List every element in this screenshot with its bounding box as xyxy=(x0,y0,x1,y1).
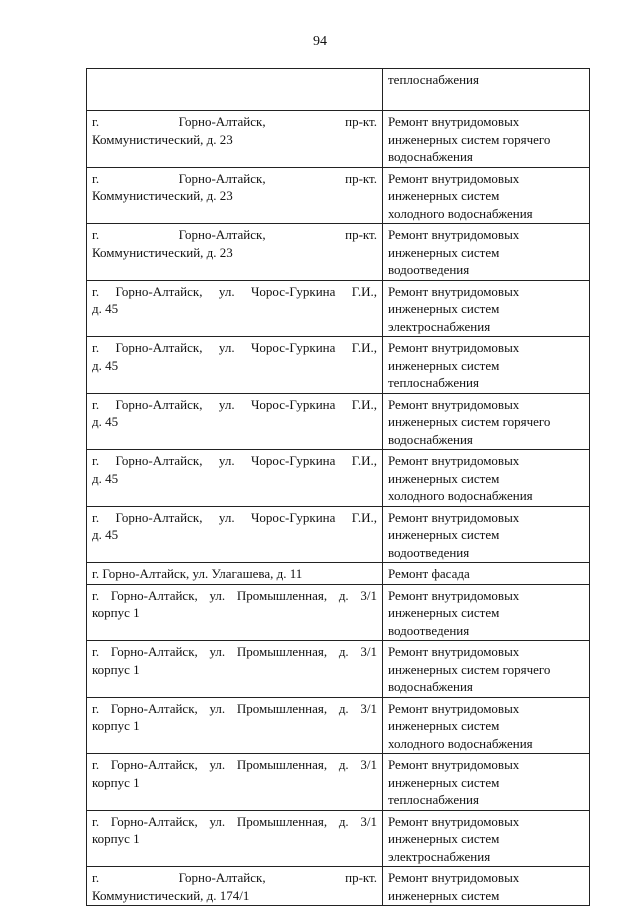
address-line: г. Горно-Алтайск, пр-кт. xyxy=(92,170,377,186)
address-cell xyxy=(87,563,383,585)
work-type-line: Ремонт внутридомовых xyxy=(388,283,520,299)
work-type-cell xyxy=(383,867,590,906)
work-type-cell xyxy=(383,697,590,754)
work-type-line: инженерных систем xyxy=(388,301,500,316)
work-type-line: Ремонт фасада xyxy=(388,566,470,581)
work-type-line: холодного водоснабжения xyxy=(388,205,533,221)
table-row xyxy=(87,810,590,867)
work-type-line: электроснабжения xyxy=(388,848,491,864)
table-row xyxy=(87,754,590,811)
address-cell xyxy=(87,337,383,394)
address-line: д. 45 xyxy=(92,527,119,542)
work-type-line: водоснабжения xyxy=(388,149,473,164)
work-type-cell xyxy=(383,167,590,224)
work-type-line: Ремонт внутридомовых xyxy=(388,700,520,716)
work-type-cell xyxy=(383,111,590,168)
table-row xyxy=(87,111,590,168)
table-row xyxy=(87,641,590,698)
address-cell xyxy=(87,697,383,754)
work-type-line: Ремонт внутридомовых xyxy=(388,509,520,525)
address-line: г. Горно-Алтайск, пр-кт. xyxy=(92,227,377,242)
work-type-line: инженерных систем xyxy=(388,527,500,542)
address-cell xyxy=(87,280,383,337)
work-type-line: инженерных систем xyxy=(388,188,500,203)
work-type-cell xyxy=(383,506,590,563)
work-type-line: водоснабжения xyxy=(388,679,473,694)
page-number: 94 xyxy=(313,34,327,49)
address-line: корпус 1 xyxy=(92,774,140,790)
work-type-line: водоотведения xyxy=(388,262,470,277)
work-type-line: холодного водоснабжения xyxy=(388,488,533,503)
work-type-line: Ремонт внутридомовых xyxy=(388,644,520,659)
work-type-line: инженерных систем горячего xyxy=(388,131,551,147)
work-type-line: инженерных систем xyxy=(388,244,500,260)
address-cell xyxy=(87,584,383,641)
work-type-cell xyxy=(383,584,590,641)
work-type-line: Ремонт внутридомовых xyxy=(388,587,520,603)
address-line: г. Горно-Алтайск, ул. Промышленная, д. 3/1 xyxy=(92,813,377,829)
table-body xyxy=(87,69,590,906)
work-type-cell xyxy=(383,810,590,867)
work-type-line: Ремонт внутридомовых xyxy=(388,813,520,829)
address-line: Коммунистический, д. 23 xyxy=(92,188,233,203)
work-type-line: теплоснабжения xyxy=(388,792,479,807)
address-line: д. 45 xyxy=(92,470,119,486)
table-row xyxy=(87,450,590,507)
address-line: г. Горно-Алтайск, ул. Чорос-Гуркина Г.И., xyxy=(92,340,377,355)
work-type-line: инженерных систем xyxy=(388,357,500,373)
work-type-cell xyxy=(383,754,590,811)
work-type-line: Ремонт внутридомовых xyxy=(388,757,520,772)
address-line: д. 45 xyxy=(92,301,119,316)
address-line: Коммунистический, д. 23 xyxy=(92,244,233,260)
work-type-line: теплоснабжения xyxy=(388,72,479,87)
work-type-line: Ремонт внутридомовых xyxy=(388,227,520,242)
work-type-line: инженерных систем xyxy=(388,470,500,486)
work-type-line: холодного водоснабжения xyxy=(388,735,533,751)
address-line xyxy=(92,71,377,89)
address-cell xyxy=(87,69,383,111)
address-line: г. Горно-Алтайск, пр-кт. xyxy=(92,114,377,129)
address-cell xyxy=(87,810,383,867)
work-type-line: Ремонт внутридомовых xyxy=(388,114,520,129)
repair-schedule-table xyxy=(86,68,590,906)
address-line: г. Горно-Алтайск, ул. Промышленная, д. 3/1 xyxy=(92,757,377,772)
table-row xyxy=(87,69,590,111)
address-line: корпус 1 xyxy=(92,718,140,733)
work-type-line: инженерных систем xyxy=(388,831,500,846)
table-row xyxy=(87,224,590,281)
table-row xyxy=(87,337,590,394)
table-row xyxy=(87,563,590,585)
address-line: г. Горно-Алтайск, пр-кт. xyxy=(92,870,377,885)
address-cell xyxy=(87,867,383,906)
work-type-line: инженерных систем xyxy=(388,718,500,733)
address-cell xyxy=(87,224,383,281)
address-line: Коммунистический, д. 23 xyxy=(92,131,233,147)
table-row xyxy=(87,393,590,450)
table-row xyxy=(87,697,590,754)
work-type-line: инженерных систем горячего xyxy=(388,661,551,677)
work-type-line: Ремонт внутридомовых xyxy=(388,870,520,885)
address-line xyxy=(92,89,377,107)
table-row xyxy=(87,584,590,641)
address-cell xyxy=(87,754,383,811)
address-line: корпус 1 xyxy=(92,831,140,846)
address-line: д. 45 xyxy=(92,414,119,429)
address-line: г. Горно-Алтайск, ул. Чорос-Гуркина Г.И., xyxy=(92,396,377,412)
work-type-line: инженерных систем горячего xyxy=(388,414,551,429)
work-type-line: водоснабжения xyxy=(388,431,473,447)
address-line: корпус 1 xyxy=(92,661,140,677)
work-type-line: инженерных систем xyxy=(388,774,500,790)
work-type-cell xyxy=(383,337,590,394)
address-line: г. Горно-Алтайск, ул. Промышленная, д. 3/1 xyxy=(92,587,377,603)
table-row xyxy=(87,506,590,563)
work-type-cell xyxy=(383,280,590,337)
work-type-line: инженерных систем xyxy=(388,605,500,620)
address-cell xyxy=(87,641,383,698)
address-cell xyxy=(87,167,383,224)
work-type-line: водоотведения xyxy=(388,622,470,638)
work-type-line: Ремонт внутридомовых xyxy=(388,170,520,186)
address-cell xyxy=(87,393,383,450)
address-cell xyxy=(87,111,383,168)
address-line: г. Горно-Алтайск, ул. Чорос-Гуркина Г.И., xyxy=(92,509,377,525)
address-line: г. Горно-Алтайск, ул. Улагашева, д. 11 xyxy=(92,566,303,581)
work-type-line: инженерных систем xyxy=(388,887,500,903)
address-line: д. 45 xyxy=(92,357,119,373)
work-type-cell xyxy=(383,224,590,281)
address-line: г. Горно-Алтайск, ул. Чорос-Гуркина Г.И., xyxy=(92,283,377,299)
table-row xyxy=(87,867,590,906)
work-type-line: теплоснабжения xyxy=(388,375,479,390)
work-type-cell xyxy=(383,450,590,507)
address-line: корпус 1 xyxy=(92,605,140,620)
address-cell xyxy=(87,506,383,563)
work-type-line: Ремонт внутридомовых xyxy=(388,340,520,355)
work-type-line: Ремонт внутридомовых xyxy=(388,396,520,412)
work-type-cell xyxy=(383,563,590,585)
table-row xyxy=(87,280,590,337)
address-line: Коммунистический, д. 174/1 xyxy=(92,887,250,903)
work-type-cell xyxy=(383,69,590,111)
address-line: г. Горно-Алтайск, ул. Промышленная, д. 3/1 xyxy=(92,644,377,659)
address-line: г. Горно-Алтайск, ул. Чорос-Гуркина Г.И., xyxy=(92,453,377,468)
work-type-cell xyxy=(383,393,590,450)
work-type-cell xyxy=(383,641,590,698)
work-type-line: электроснабжения xyxy=(388,318,491,334)
address-cell xyxy=(87,450,383,507)
address-line: г. Горно-Алтайск, ул. Промышленная, д. 3/1 xyxy=(92,700,377,716)
work-type-line: водоотведения xyxy=(388,544,470,560)
table-row xyxy=(87,167,590,224)
work-type-line: Ремонт внутридомовых xyxy=(388,453,520,468)
